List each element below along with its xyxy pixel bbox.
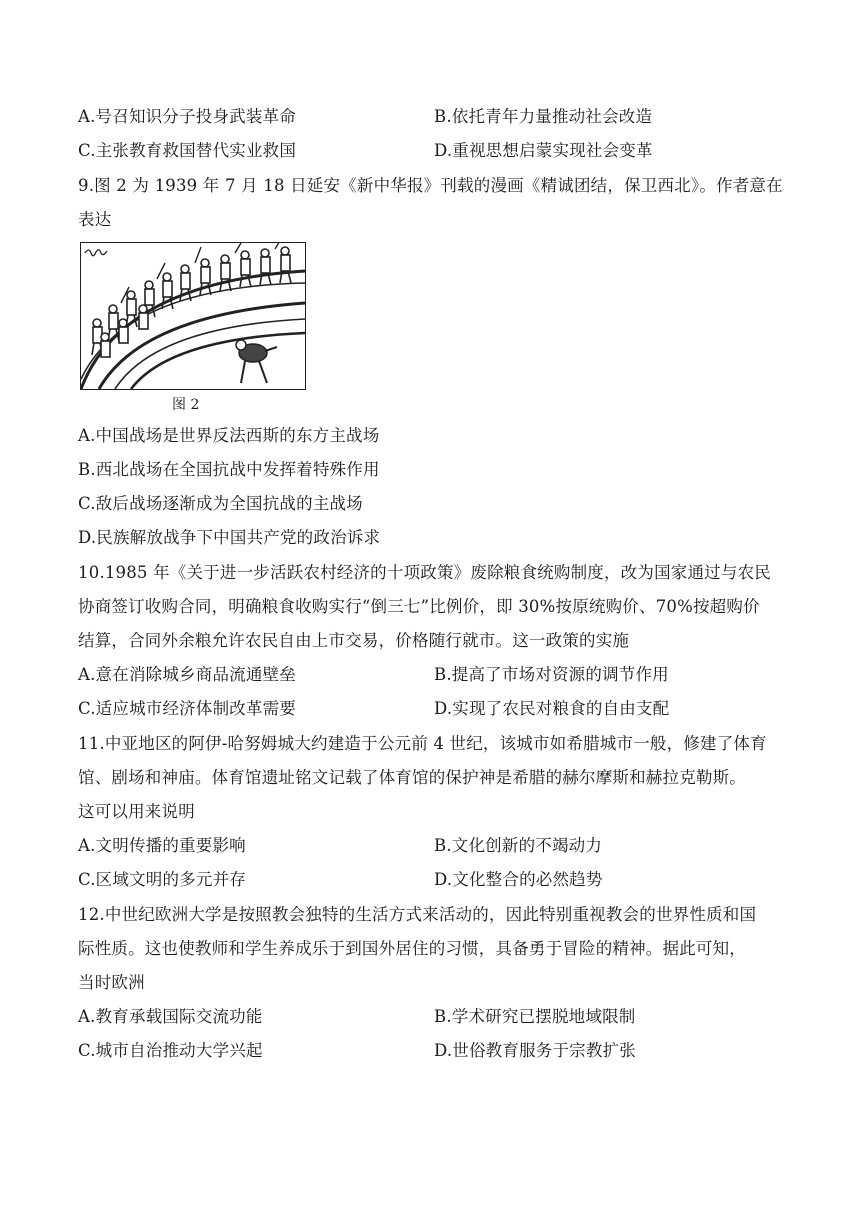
q8-option-a[interactable]: A.号召知识分子投身武装革命 [78,107,296,126]
q12-option-b[interactable]: B.学术研究已摆脱地域限制 [434,1007,636,1026]
q8-option-d[interactable]: D.重视思想启蒙实现社会变革 [434,141,653,160]
q9-option-b[interactable]: B.西北战场在全国抗战中发挥着特殊作用 [78,460,380,479]
q11-option-b[interactable]: B.文化创新的不竭动力 [434,836,603,855]
q10-option-b[interactable]: B.提高了市场对资源的调节作用 [434,665,669,684]
q10-stem-line-1: 10.1985 年《关于进一步活跃农村经济的十项政策》废除粮食统购制度，改为国家通过与农民 [78,563,771,582]
q11-option-d[interactable]: D.文化整合的必然趋势 [434,870,603,889]
q9-cartoon-figure [80,242,306,390]
q9-stem-line-2: 表达 [78,210,112,229]
q12-option-a[interactable]: A.教育承载国际交流功能 [78,1007,263,1026]
q10-option-d[interactable]: D.实现了农民对粮食的自由支配 [434,699,670,718]
q10-stem-line-2: 协商签订收购合同，明确粮食收购实行“倒三七”比例价，即 30%按原统购价、70%按超购价 [78,597,760,616]
q12-option-c[interactable]: C.城市自治推动大学兴起 [78,1041,263,1060]
cartoon-illustration [81,243,305,389]
q11-stem-line-3: 这可以用来说明 [78,802,195,821]
q10-option-c[interactable]: C.适应城市经济体制改革需要 [78,699,297,718]
q9-option-a[interactable]: A.中国战场是世界反法西斯的东方主战场 [78,426,380,445]
q8-option-b[interactable]: B.依托青年力量推动社会改造 [434,107,653,126]
q8-option-c[interactable]: C.主张教育救国替代实业救国 [78,141,297,160]
q9-figure-caption: 图 2 [172,397,200,413]
q12-option-d[interactable]: D.世俗教育服务于宗教扩张 [434,1041,636,1060]
q11-option-a[interactable]: A.文明传播的重要影响 [78,836,246,855]
q9-option-c[interactable]: C.敌后战场逐渐成为全国抗战的主战场 [78,494,363,513]
q9-stem-line-1: 9.图 2 为 1939 年 7 月 18 日延安《新中华报》刊载的漫画《精诚团结，保卫西北》。作者意在 [78,176,783,195]
q11-stem-line-2: 馆、剧场和神庙。体育馆遗址铭文记载了体育馆的保护神是希腊的赫尔摩斯和赫拉克勒斯。 [78,768,746,787]
q12-stem-line-2: 际性质。这也使教师和学生养成乐于到国外居住的习惯，具备勇于冒险的精神。据此可知， [78,939,746,958]
q10-option-a[interactable]: A.意在消除城乡商品流通壁垒 [78,665,296,684]
q12-stem-line-1: 12.中世纪欧洲大学是按照教会独特的生活方式来活动的，因此特别重视教会的世界性质和国 [78,905,757,924]
q12-stem-line-3: 当时欧洲 [78,973,145,992]
q9-option-d[interactable]: D.民族解放战争下中国共产党的政治诉求 [78,528,381,547]
q11-stem-line-1: 11.中亚地区的阿伊-哈努姆城大约建造于公元前 4 世纪，该城市如希腊城市一般，修建了体育 [78,734,767,753]
q10-stem-line-3: 结算，合同外余粮允许农民自由上市交易，价格随行就市。这一政策的实施 [78,631,630,650]
q11-option-c[interactable]: C.区域文明的多元并存 [78,870,246,889]
